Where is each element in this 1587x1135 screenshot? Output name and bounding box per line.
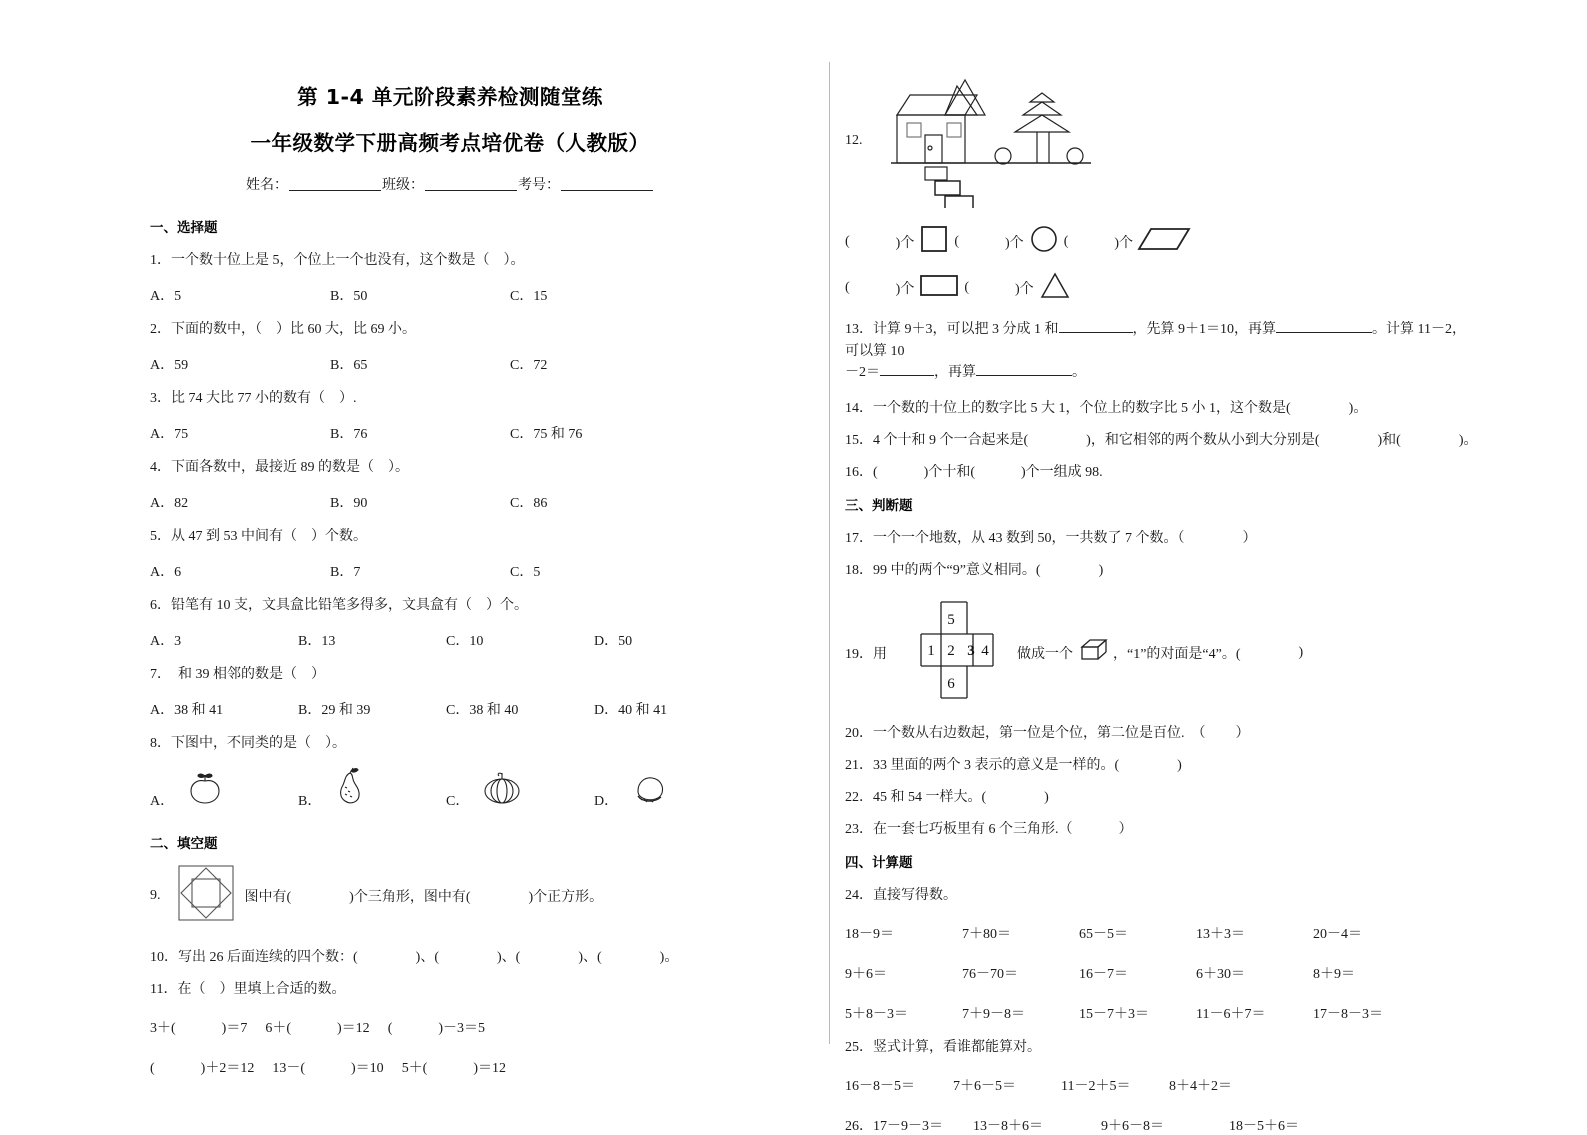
house-tree-scene xyxy=(877,68,1147,213)
q12-r2-paren-open-1: ( xyxy=(845,279,850,295)
q13-blank-1[interactable] xyxy=(1059,321,1133,333)
question-11: 11．在（ ）里填上合适的数。 xyxy=(150,982,346,997)
q16-text-a: 16．( xyxy=(845,465,878,481)
q11-r1-p1: 3＋( xyxy=(150,1021,176,1036)
class-label: 班级： xyxy=(382,178,424,193)
q13-blank-3[interactable] xyxy=(880,364,934,376)
cube-cell-bottom: 6 xyxy=(947,676,955,693)
question-12-shape-row-2 xyxy=(845,270,1470,305)
q16-text-c: )个一组成 98. xyxy=(1021,465,1103,481)
q2-option-c[interactable]: C．72 xyxy=(510,358,548,373)
question-5: 5．从 47 到 53 中间有（ ）个数。 xyxy=(150,529,367,544)
apple-icon xyxy=(184,771,226,810)
q6-option-b[interactable]: B．13 xyxy=(298,634,336,649)
q7-option-c[interactable]: C．38 和 40 xyxy=(446,703,519,718)
q12-r2-paren-open-2: ( xyxy=(964,279,970,295)
section-choice: 一、选择题 xyxy=(150,220,218,236)
q22-text: 22．45 和 54 一样大。( xyxy=(845,790,987,806)
q12-r2-count-1[interactable] xyxy=(845,278,914,298)
q11-r1-p5: ( xyxy=(387,1021,393,1036)
q2-option-b[interactable]: B．65 xyxy=(330,358,368,373)
question-18 xyxy=(845,564,1470,578)
circle-shape xyxy=(1028,223,1060,260)
question-11-row-2 xyxy=(150,1057,750,1077)
q19-prefix: 用 xyxy=(873,646,887,662)
q1-option-b[interactable]: B．50 xyxy=(330,289,368,304)
q11-r1-p2: )＝7 xyxy=(221,1021,248,1036)
q26-e2[interactable]: 13－8＋6＝ xyxy=(973,1119,1043,1135)
q19-suffix: ，“1”的对面是“4”。( xyxy=(1113,646,1241,662)
q11-r2-p6: )＝12 xyxy=(473,1061,507,1076)
q25-row xyxy=(845,1075,1470,1095)
question-13 xyxy=(845,319,1470,384)
question-25: 25．竖式计算，看谁都能算对。 xyxy=(845,1040,1041,1056)
q12-number: 12. xyxy=(845,132,863,148)
q2-option-a[interactable]: A．59 xyxy=(150,358,189,373)
q3-option-b[interactable]: B．76 xyxy=(330,427,368,442)
pumpkin-icon xyxy=(479,769,525,810)
q8-label-b: B． xyxy=(298,794,322,809)
q13-text-e: ，再算 xyxy=(934,365,976,381)
right-column xyxy=(845,62,1478,1135)
q12-r1-count-2[interactable] xyxy=(954,232,1023,252)
q12-r1-unit-1: )个 xyxy=(895,235,915,251)
q11-r1-p3: 6＋( xyxy=(265,1021,292,1036)
question-3: 3．比 74 大比 77 小的数有（ ）. xyxy=(150,391,357,406)
page-title: 第 1-4 单元阶段素养检测随堂练 xyxy=(297,85,603,109)
question-9 xyxy=(150,862,750,929)
question-8-options xyxy=(150,765,750,810)
q20-end: ） xyxy=(1235,726,1250,742)
q1-option-a[interactable]: A．5 xyxy=(150,289,182,304)
q24-r2-e3[interactable]: 16－7＝ xyxy=(1079,967,1128,983)
q1-option-c[interactable]: C．15 xyxy=(510,289,548,304)
question-5-options xyxy=(150,561,750,581)
question-4-options xyxy=(150,492,750,512)
q18-end: ) xyxy=(1098,563,1104,579)
cube-cell-2: 2 xyxy=(947,643,955,660)
name-field[interactable] xyxy=(289,178,381,191)
cube-cell-4: 4 xyxy=(981,643,989,660)
q13-text-a: 13．计算 9＋3，可以把 3 分成 1 和 xyxy=(845,322,1059,337)
q26-e1[interactable]: 26．17－9－3＝ xyxy=(845,1119,943,1135)
q12-r1-paren-open-2: ( xyxy=(954,233,960,249)
q10-sep-3: )、( xyxy=(578,950,602,965)
question-11-row-1 xyxy=(150,1017,750,1037)
question-21 xyxy=(845,759,1470,773)
q24-row-2 xyxy=(845,963,1470,983)
q13-blank-2[interactable] xyxy=(1276,321,1372,333)
question-3-options xyxy=(150,423,750,443)
student-id-line xyxy=(150,174,750,194)
cube-icon xyxy=(1076,637,1110,668)
question-12 xyxy=(845,68,1470,213)
q4-option-c[interactable]: C．86 xyxy=(510,496,548,511)
q24-r2-e1[interactable]: 9＋6＝ xyxy=(845,967,887,983)
q5-option-c[interactable]: C．5 xyxy=(510,565,541,580)
q24-r2-e4[interactable]: 6＋30＝ xyxy=(1196,967,1245,983)
exam-label: 考号： xyxy=(518,178,560,193)
q20-text: 20．一个数从右边数起，第一位是个位，第二位是百位. （ xyxy=(845,726,1206,742)
q3-option-a[interactable]: A．75 xyxy=(150,427,189,442)
peach-icon xyxy=(628,771,672,810)
q23-end: ） xyxy=(1118,822,1133,838)
question-1: 1．一个数十位上是 5，个位上一个也没有，这个数是（ ）。 xyxy=(150,253,525,268)
section-judge: 三、判断题 xyxy=(845,498,913,515)
q26-row xyxy=(845,1115,1470,1135)
question-23 xyxy=(845,823,1470,837)
q13-text-d: －2＝ xyxy=(845,365,880,381)
cube-cell-3: 3 xyxy=(967,643,975,660)
exam-field[interactable] xyxy=(561,178,653,191)
q22-end: ) xyxy=(1044,790,1049,806)
question-2-options xyxy=(150,354,750,374)
q10-text: 10．写出 26 后面连续的四个数：( xyxy=(150,950,358,965)
q9-text-a: 图中有( xyxy=(244,889,292,905)
q8-label-c: C． xyxy=(446,794,470,809)
q24-row-3 xyxy=(845,1003,1470,1023)
question-16 xyxy=(845,466,1470,480)
cube-cell-top: 5 xyxy=(947,612,955,629)
q26-e3[interactable]: 9＋6－8＝ xyxy=(1101,1119,1164,1135)
question-1-options xyxy=(150,285,750,305)
q11-r2-p1: ( xyxy=(150,1061,155,1076)
q12-r1-unit-3: )个 xyxy=(1114,235,1134,251)
question-17 xyxy=(845,532,1470,546)
q9-number: 9. xyxy=(150,887,161,903)
q21-text: 21．33 里面的两个 3 表示的意义是一样的。( xyxy=(845,758,1120,774)
q13-text-f: 。 xyxy=(1072,365,1086,381)
q8-label-a: A． xyxy=(150,794,175,809)
q14-text: 14．一个数的十位上的数字比 5 大 1，个位上的数字比 5 小 1，这个数是( xyxy=(845,401,1291,417)
q25-e1[interactable]: 16－8－5＝ xyxy=(845,1079,915,1095)
q5-option-b[interactable]: B．7 xyxy=(330,565,361,580)
cube-net-figure xyxy=(893,596,1011,709)
q19-mid: 做成一个 xyxy=(1017,646,1073,662)
q19-end: ) xyxy=(1298,644,1304,660)
q11-r2-p5: 5＋( xyxy=(401,1061,428,1076)
class-field[interactable] xyxy=(425,178,517,191)
q24-r1-e5[interactable]: 20－4＝ xyxy=(1313,927,1362,943)
question-7-options xyxy=(150,699,750,719)
question-12-shape-row-1 xyxy=(845,223,1470,260)
question-8: 8．下图中，不同类的是（ ）。 xyxy=(150,736,346,751)
q12-r1-paren-open-1: ( xyxy=(845,233,850,249)
q11-r2-p2: )＋2＝12 xyxy=(200,1061,255,1076)
q17-text: 17．一个一个地数，从 43 数到 50，一共数了 7 个数。（ xyxy=(845,531,1185,547)
q12-r1-count-3[interactable] xyxy=(1064,232,1133,252)
q25-e3[interactable]: 11－2＋5＝ xyxy=(1061,1079,1131,1095)
q15-text-d: )。 xyxy=(1458,433,1478,449)
q24-r1-e4[interactable]: 13＋3＝ xyxy=(1196,927,1245,943)
q6-option-c[interactable]: C．10 xyxy=(446,634,484,649)
q14-end: )。 xyxy=(1348,401,1368,417)
q12-r1-paren-open-3: ( xyxy=(1063,233,1069,249)
q9-text-c: )个正方形。 xyxy=(528,889,604,905)
question-19 xyxy=(845,596,1470,709)
question-14 xyxy=(845,402,1470,416)
square-in-diamond-figure xyxy=(175,862,237,929)
q4-option-a[interactable]: A．82 xyxy=(150,496,189,511)
q15-text-b: )，和它相邻的两个数从小到大分别是( xyxy=(1086,433,1320,449)
q24-r3-e1[interactable]: 5＋8－3＝ xyxy=(845,1007,908,1023)
question-4: 4．下面各数中，最接近 89 的数是（ ）。 xyxy=(150,460,409,475)
q3-option-c[interactable]: C．75 和 76 xyxy=(510,427,583,442)
q11-r2-p3: 13－( xyxy=(272,1061,306,1076)
rectangle-shape xyxy=(918,271,960,304)
q8-option-c[interactable] xyxy=(446,769,594,810)
pear-icon xyxy=(331,765,369,810)
question-20 xyxy=(845,727,1470,741)
q8-option-a[interactable] xyxy=(150,771,298,810)
q8-option-b[interactable] xyxy=(298,765,446,810)
q24-r2-e2[interactable]: 76－70＝ xyxy=(962,967,1018,983)
question-2: 2．下面的数中，（ ）比 60 大，比 69 小。 xyxy=(150,322,416,337)
triangle-shape xyxy=(1038,270,1072,305)
q15-text-c: )和( xyxy=(1377,433,1401,449)
question-24: 24．直接写得数。 xyxy=(845,888,957,904)
q16-text-b: )个十和( xyxy=(923,465,975,481)
cube-cell-1: 1 xyxy=(927,643,935,660)
q26-e4[interactable]: 18－5＋6＝ xyxy=(1229,1119,1299,1135)
q12-r2-unit-2: )个 xyxy=(1015,281,1034,297)
q23-text: 23．在一套七巧板里有 6 个三角形.（ xyxy=(845,822,1073,838)
question-7: 7． 和 39 相邻的数是（ ） xyxy=(150,667,325,682)
q10-sep-1: )、( xyxy=(415,950,439,965)
q19-number: 19． xyxy=(845,646,873,662)
square-shape xyxy=(918,223,950,260)
question-6-options xyxy=(150,630,750,650)
q7-option-d[interactable]: D．40 和 41 xyxy=(594,703,668,718)
q12-r1-count-1[interactable] xyxy=(845,232,914,252)
q18-text: 18．99 中的两个“9”意义相同。( xyxy=(845,563,1041,579)
q24-r3-e2[interactable]: 7＋9－8＝ xyxy=(962,1007,1025,1023)
q9-text-b: )个三角形，图中有( xyxy=(349,889,471,905)
left-column xyxy=(150,62,750,1077)
question-22 xyxy=(845,791,1470,805)
section-fill: 二、填空题 xyxy=(150,836,218,852)
q10-end: )。 xyxy=(659,950,679,965)
q6-option-a[interactable]: A．3 xyxy=(150,634,182,649)
q11-r1-p4: )＝12 xyxy=(337,1021,370,1036)
q21-end: ) xyxy=(1177,758,1182,774)
q24-r1-e2[interactable]: 7＋80＝ xyxy=(962,927,1011,943)
q24-row-1 xyxy=(845,923,1470,943)
q24-r1-e3[interactable]: 65－5＝ xyxy=(1079,927,1128,943)
q25-e4[interactable]: 8＋4＋2＝ xyxy=(1169,1079,1232,1095)
q15-text-a: 15．4 个十和 9 个一合起来是( xyxy=(845,433,1029,449)
q13-blank-4[interactable] xyxy=(976,364,1072,376)
q13-text-b: ，先算 9＋1＝10，再算 xyxy=(1132,322,1276,337)
q12-r2-count-2[interactable] xyxy=(964,278,1033,298)
page-subtitle: 一年级数学下册高频考点培优卷（人教版） xyxy=(250,131,650,155)
q13-text-c: 。计算 11－2，可以算 10 xyxy=(845,322,1466,359)
q8-label-d: D． xyxy=(594,794,619,809)
q11-r1-p6: )－3＝5 xyxy=(438,1021,486,1036)
question-15 xyxy=(845,433,1478,449)
section-calc: 四、计算题 xyxy=(845,855,913,872)
question-10 xyxy=(150,951,750,965)
q12-r2-unit-1: )个 xyxy=(895,281,915,297)
q17-end: ） xyxy=(1242,531,1257,547)
q7-option-a[interactable]: A．38 和 41 xyxy=(150,703,224,718)
q8-option-d[interactable] xyxy=(594,771,742,810)
q10-sep-2: )、( xyxy=(497,950,521,965)
q7-option-b[interactable]: B．29 和 39 xyxy=(298,703,371,718)
q11-r2-p4: )＝10 xyxy=(351,1061,384,1076)
q24-r1-e1[interactable]: 18－9＝ xyxy=(845,927,894,943)
column-divider xyxy=(829,62,830,1044)
q25-e2[interactable]: 7＋6－5＝ xyxy=(953,1079,1016,1095)
q24-r3-e4[interactable]: 11－6＋7＝ xyxy=(1196,1007,1266,1023)
question-6: 6．铅笔有 10 支，文具盒比铅笔多得多，文具盒有（ ）个。 xyxy=(150,598,528,613)
q24-r3-e3[interactable]: 15－7＋3＝ xyxy=(1079,1007,1149,1023)
q4-option-b[interactable]: B．90 xyxy=(330,496,368,511)
name-label: 姓名： xyxy=(246,178,288,193)
q24-r2-e5[interactable]: 8＋9＝ xyxy=(1313,967,1355,983)
q24-r3-e5[interactable]: 17－8－3＝ xyxy=(1313,1007,1383,1023)
parallelogram-shape xyxy=(1137,225,1191,258)
q12-r1-unit-2: )个 xyxy=(1005,235,1024,251)
q6-option-d[interactable]: D．50 xyxy=(594,634,633,649)
q5-option-a[interactable]: A．6 xyxy=(150,565,182,580)
